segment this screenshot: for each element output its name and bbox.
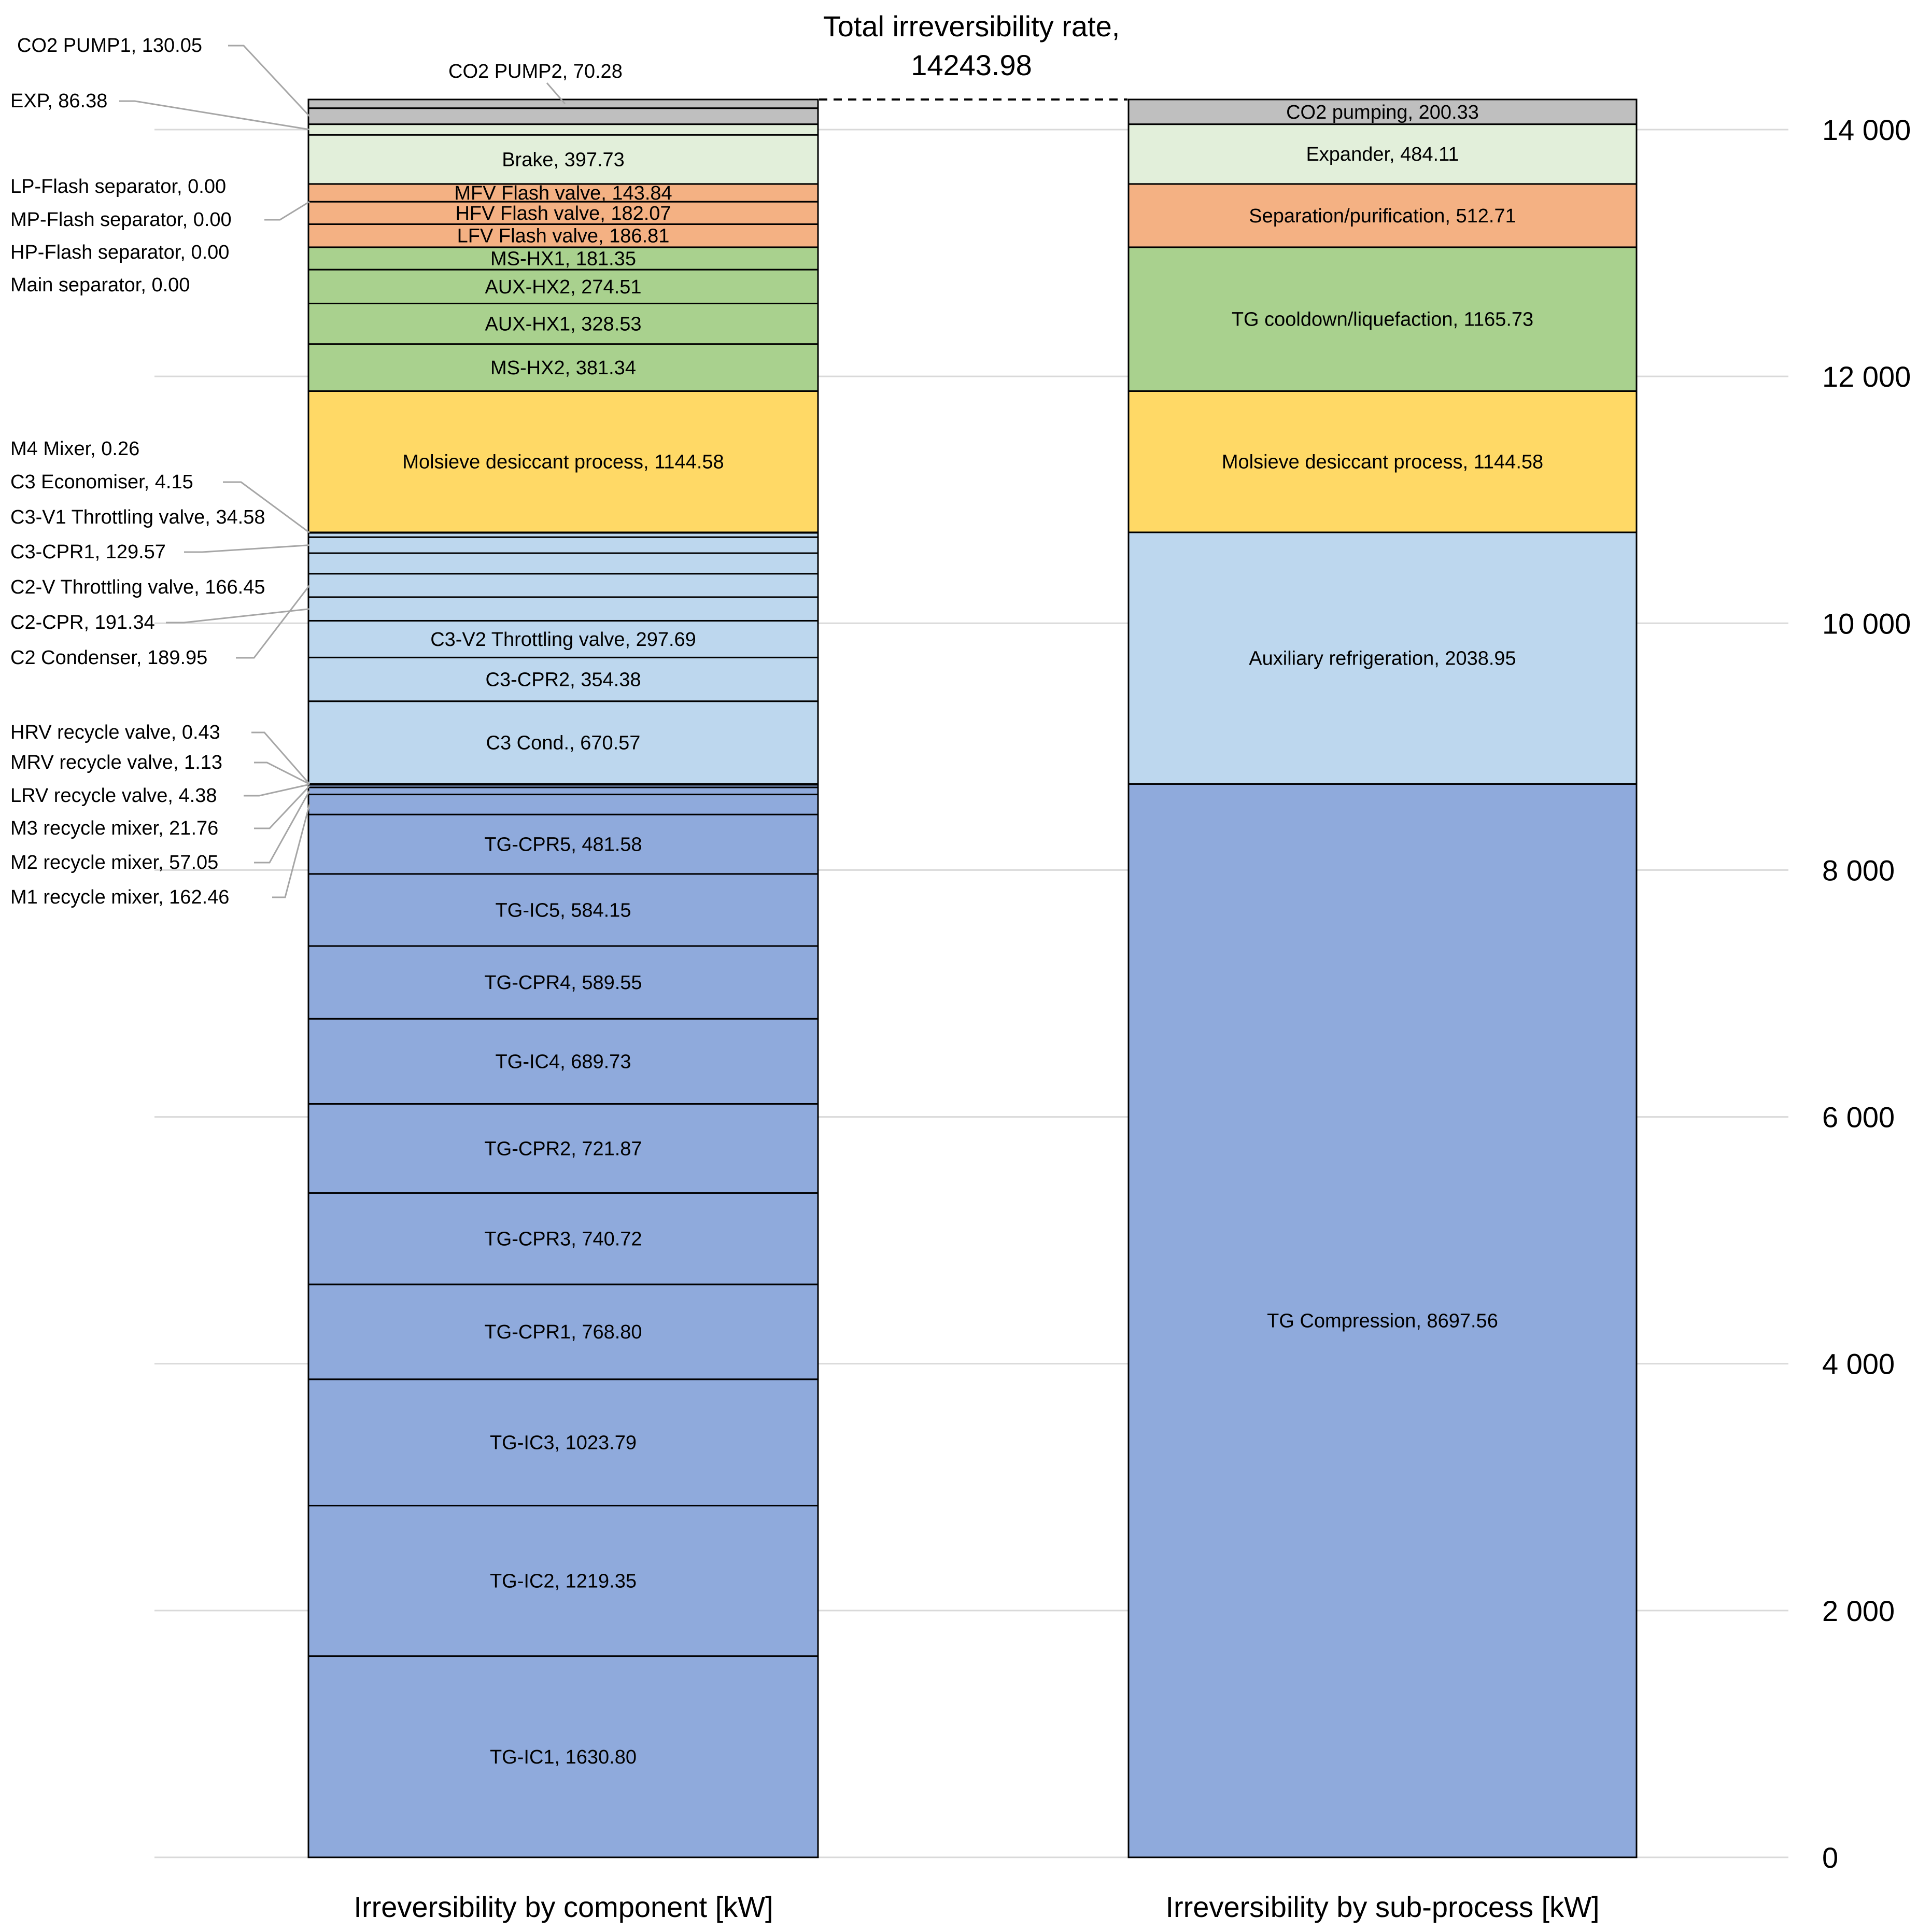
component-segment-label: MS-HX1, 181.35	[490, 248, 636, 270]
component-segment-label: AUX-HX1, 328.53	[485, 313, 642, 335]
component-segment-c2-cpr	[308, 597, 818, 621]
component-segment-label: TG-CPR4, 589.55	[484, 972, 642, 994]
subprocess-segment-label: Expander, 484.11	[1306, 144, 1459, 166]
y-tick-label: 6 000	[1822, 1101, 1895, 1134]
component-segment-m2-recycle-mixer	[308, 787, 818, 795]
callout-label: EXP, 86.38	[10, 90, 108, 112]
callout-label: MRV recycle valve, 1.13	[10, 752, 223, 773]
component-segment-label: TG-IC1, 1630.80	[489, 1746, 637, 1768]
callout-leader-line	[272, 805, 309, 897]
callout-label: C3 Economiser, 4.15	[10, 471, 193, 493]
component-segment-co2-pump1	[308, 108, 818, 124]
total-label-line2: 14243.98	[911, 49, 1032, 81]
callout-label: Main separator, 0.00	[10, 274, 190, 296]
callout-label: M1 recycle mixer, 162.46	[10, 886, 230, 908]
component-segment-label: C3-V2 Throttling valve, 297.69	[430, 628, 696, 651]
component-segment-c2-condenser	[308, 574, 818, 597]
callout-label: LP-Flash separator, 0.00	[10, 176, 227, 198]
x-category-label-subprocess: Irreversibility by sub-process [kW]	[1165, 1891, 1600, 1923]
total-annotation	[819, 10, 1127, 100]
subprocess-segment-label: Auxiliary refrigeration, 2038.95	[1249, 647, 1516, 670]
x-axis-labels	[354, 1891, 1599, 1923]
callout-label: LRV recycle valve, 4.38	[10, 785, 217, 807]
subprocess-segment-label: Separation/purification, 512.71	[1249, 205, 1516, 227]
callout-label: M2 recycle mixer, 57.05	[10, 852, 219, 873]
component-segment-exp	[308, 124, 818, 135]
subprocess-segment-label: CO2 pumping, 200.33	[1286, 101, 1479, 123]
subprocess-segment-label: TG cooldown/liquefaction, 1165.73	[1231, 308, 1534, 331]
subprocess-segment-label: Molsieve desiccant process, 1144.58	[1221, 451, 1544, 473]
callout-leader-line	[166, 609, 309, 623]
component-segment-c2-v-throttling-valve	[308, 553, 818, 574]
callout-leader-line	[264, 202, 309, 220]
component-segment-label: MS-HX2, 381.34	[490, 357, 636, 379]
callout-label: C3-V1 Throttling valve, 34.58	[10, 506, 265, 528]
y-tick-label: 10 000	[1822, 607, 1911, 640]
component-segment-label: HFV Flash valve, 182.07	[455, 202, 671, 224]
component-segment-label: TG-CPR5, 481.58	[484, 834, 642, 856]
y-axis-ticks	[1822, 114, 1911, 1874]
component-segment-label: TG-CPR3, 740.72	[484, 1228, 642, 1250]
x-category-label-component: Irreversibility by component [kW]	[354, 1891, 773, 1923]
component-segment-label: TG-CPR1, 768.80	[484, 1321, 642, 1344]
callout-label: C3-CPR1, 129.57	[10, 541, 166, 563]
component-segment-label: MFV Flash valve, 143.84	[454, 182, 672, 204]
callout-leader-line	[184, 545, 309, 552]
callout-label: C2-CPR, 191.34	[10, 612, 155, 633]
callout-label: MP-Flash separator, 0.00	[10, 209, 232, 231]
y-tick-label: 4 000	[1822, 1347, 1895, 1380]
callout-label: C2 Condenser, 189.95	[10, 647, 208, 669]
callout-label: HP-Flash separator, 0.00	[10, 242, 230, 263]
component-segment-label: C3 Cond., 670.57	[486, 732, 641, 754]
component-segment-m1-recycle-mixer	[308, 795, 818, 815]
y-tick-label: 12 000	[1822, 360, 1911, 393]
callout-leader-line	[254, 791, 309, 863]
callout-label: CO2 PUMP2, 70.28	[448, 61, 623, 82]
component-segment-label: C3-CPR2, 354.38	[485, 669, 641, 691]
subprocess-segment-label: TG Compression, 8697.56	[1267, 1310, 1498, 1332]
callout-label: C2-V Throttling valve, 166.45	[10, 576, 265, 598]
component-segment-label: Molsieve desiccant process, 1144.58	[402, 451, 724, 473]
callout-leader-line	[251, 732, 309, 784]
callout-label: M4 Mixer, 0.26	[10, 438, 140, 460]
callout-label: M3 recycle mixer, 21.76	[10, 817, 219, 839]
component-segment-label: TG-IC3, 1023.79	[489, 1432, 637, 1454]
component-segment-label: TG-IC5, 584.15	[495, 899, 631, 922]
y-tick-label: 2 000	[1822, 1594, 1895, 1627]
total-label-line1: Total irreversibility rate,	[823, 10, 1120, 43]
y-tick-label: 8 000	[1822, 854, 1895, 887]
callout-leader-line	[244, 784, 309, 796]
component-segment-label: Brake, 397.73	[502, 149, 625, 171]
component-segment-label: AUX-HX2, 274.51	[485, 276, 642, 298]
callout-leader-line	[119, 101, 309, 130]
y-tick-label: 0	[1822, 1841, 1839, 1874]
component-segment-label: TG-CPR2, 721.87	[484, 1138, 642, 1160]
component-segment-c3-cpr1	[308, 537, 818, 553]
callout-label: CO2 PUMP1, 130.05	[17, 35, 202, 57]
component-segment-label: TG-IC2, 1219.35	[489, 1570, 637, 1592]
component-segment-label: LFV Flash valve, 186.81	[457, 225, 670, 247]
y-tick-label: 14 000	[1822, 114, 1911, 146]
callout-label: HRV recycle valve, 0.43	[10, 722, 220, 743]
callout-leader-line	[228, 46, 309, 116]
component-segment-label: TG-IC4, 689.73	[495, 1051, 631, 1073]
